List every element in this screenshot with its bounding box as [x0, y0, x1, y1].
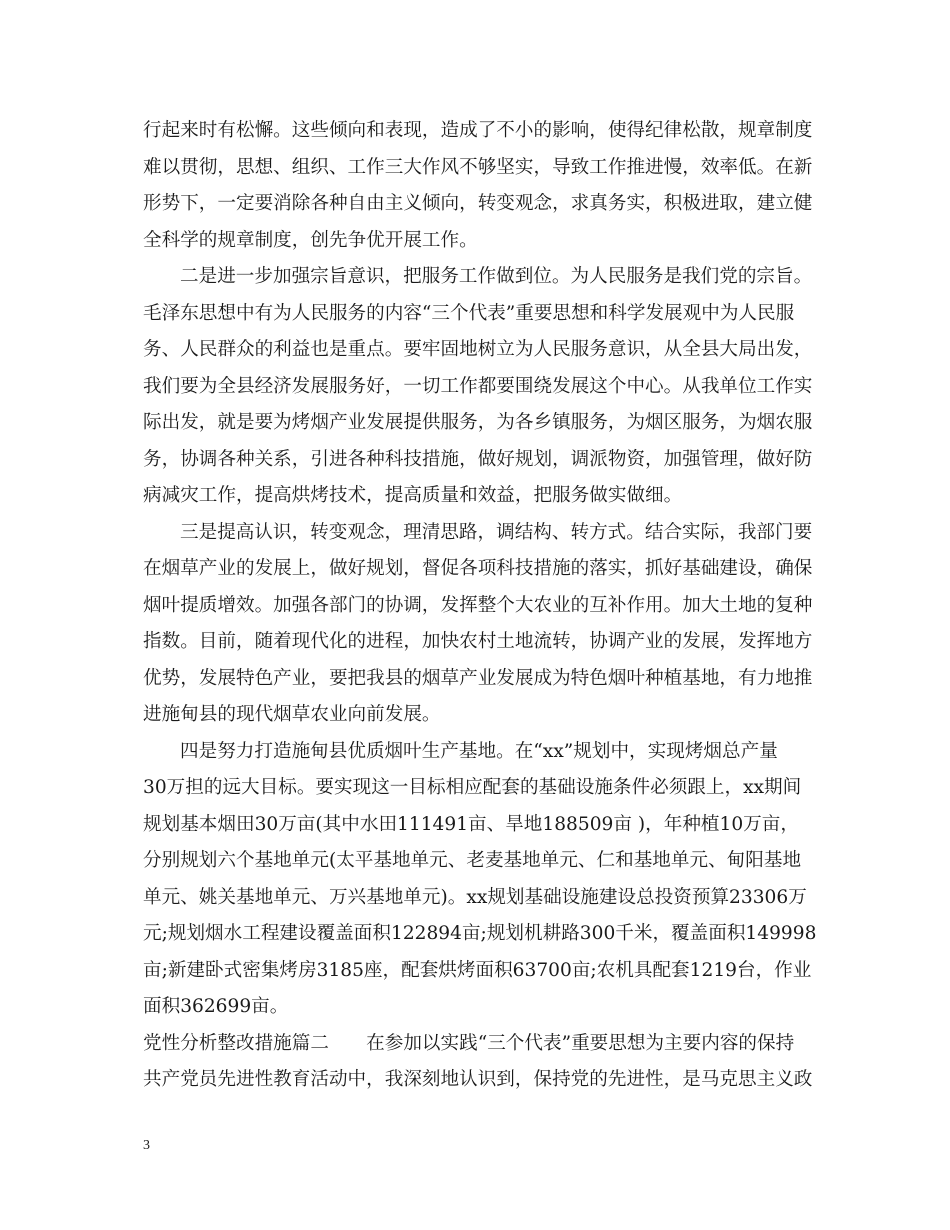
- paragraph-start-line: 二是进一步加强宗旨意识，把服务工作做到位。为人民服务是我们党的宗旨。: [180, 266, 813, 287]
- text-line: 形势下，一定要消除各种自由主义倾向，转变观念，求真务实，积极进取，建立健: [143, 193, 813, 214]
- text-line: 30万担的远大目标。要实现这一目标相应配套的基础设施条件必须跟上，xx期间: [143, 777, 802, 798]
- text-line: 指数。目前，随着现代化的进程，加快农村土地流转，协调产业的发展，发挥地方: [143, 631, 813, 652]
- text-line: 行起来时有松懈。这些倾向和表现，造成了不小的影响，使得纪律松散，规章制度: [143, 120, 813, 141]
- text-line: 优势，发展特色产业，要把我县的烟草产业发展成为特色烟叶种植基地，有力地推: [143, 667, 813, 689]
- text-line: 全科学的规章制度，创先争优开展工作。: [143, 229, 478, 251]
- paragraph-start-line: 四是努力打造施甸县优质烟叶生产基地。在“xx”规划中，实现烤烟总产量: [180, 740, 778, 762]
- text-line: 单元、姚关基地单元、万兴基地单元)。xx规划基础设施建设总投资预算23306万: [143, 886, 807, 908]
- text-line: 元;规划烟水工程建设覆盖面积122894亩;规划机耕路300千米，覆盖面积149998: [143, 923, 817, 944]
- text-line: 难以贯彻，思想、组织、工作三大作风不够坚实，导致工作推进慢，效率低。在新: [143, 156, 813, 178]
- text-line: 面积362699亩。: [143, 996, 289, 1017]
- text-line: 在烟草产业的发展上，做好规划，督促各项科技措施的落实，抓好基础建设，确保: [143, 558, 813, 579]
- text-line: 规划基本烟田30万亩(其中水田111491亩、旱地188509亩 )，年种植10万亩，: [143, 813, 799, 835]
- document-body: [143, 113, 817, 1099]
- text-line: 分别规划六个基地单元(太平基地单元、老麦基地单元、仁和基地单元、甸阳基地: [143, 850, 802, 871]
- text-line: 务，协调各种关系，引进各种科技措施，做好规划，调派物资，加强管理，做好防: [143, 448, 813, 470]
- text-line: 进施甸县的现代烟草农业向前发展。: [143, 704, 441, 725]
- paragraph-start-line: 三是提高认识，转变观念，理清思路，调结构、转方式。结合实际，我部门要: [180, 521, 813, 543]
- text-line: 际出发，就是要为烤烟产业发展提供服务，为各乡镇服务，为烟区服务，为烟农服: [143, 412, 813, 433]
- page-number: 3: [143, 1138, 150, 1153]
- text-line: 病减灾工作，提高烘烤技术，提高质量和效益，把服务做实做细。: [143, 485, 683, 506]
- text-line: 我们要为全县经济发展服务好，一切工作都要围绕发展这个中心。从我单位工作实: [143, 375, 813, 397]
- section-heading-line: 党性分析整改措施篇二 在参加以实践“三个代表”重要思想为主要内容的保持: [143, 1032, 795, 1054]
- text-line: 务、人民群众的利益也是重点。要牢固地树立为人民服务意识，从全县大局出发，: [143, 339, 813, 360]
- text-line: 烟叶提质增效。加强各部门的协调，发挥整个大农业的互补作用。加大土地的复种: [143, 594, 813, 616]
- text-line: 共产党员先进性教育活动中，我深刻地认识到，保持党的先进性，是马克思主义政: [143, 1069, 813, 1090]
- text-line: 毛泽东思想中有为人民服务的内容“三个代表”重要思想和科学发展观中为人民服: [143, 302, 795, 324]
- text-line: 亩;新建卧式密集烤房3185座，配套烘烤面积63700亩;农机具配套1219台，作业: [143, 959, 812, 981]
